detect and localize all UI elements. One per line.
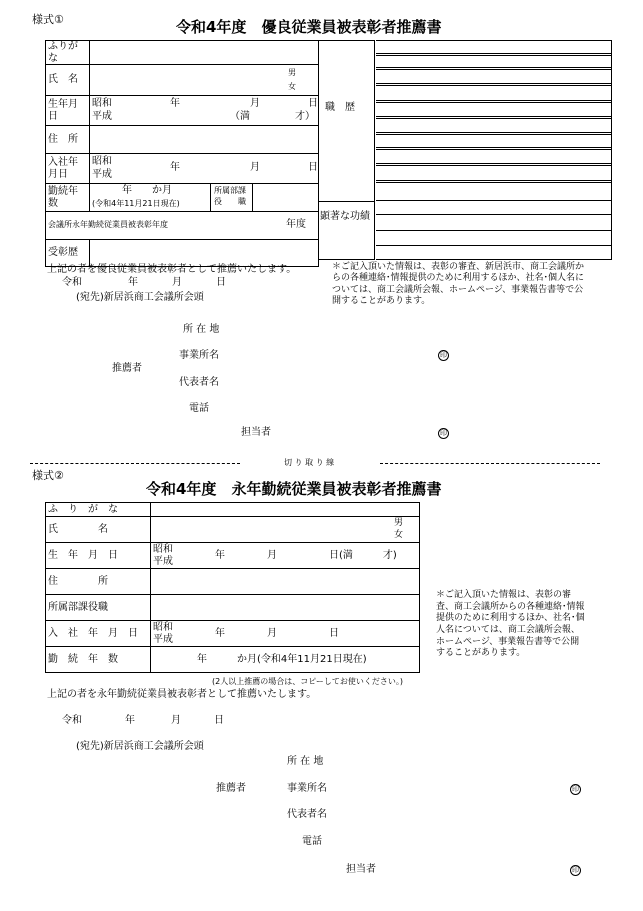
form2-table xyxy=(45,502,420,673)
female-label: 女 xyxy=(288,82,296,91)
service-field[interactable] xyxy=(151,647,420,673)
month-unit: 月 xyxy=(250,98,260,109)
achievements-label: 顕著な功績 xyxy=(320,211,370,222)
birth-label: 生年月日 xyxy=(46,96,90,126)
form1-field-location: 所 在 地 xyxy=(183,324,220,335)
form1-field-contact: 担当者 xyxy=(241,427,271,438)
era-showa: 昭和 xyxy=(92,156,112,167)
role-label: 役 職 xyxy=(214,197,246,206)
hire-field[interactable] xyxy=(151,621,420,647)
award-year-label: 会議所永年勤続従業員被表彰年度 xyxy=(48,220,168,229)
form2-date-era: 令和 xyxy=(62,715,82,726)
day-unit: 日 xyxy=(329,628,339,639)
form2-recommend-text: 上記の者を永年勤続従業員被表彰者として推薦いたします。 xyxy=(47,689,317,700)
cut-line-right xyxy=(380,463,600,464)
female-label: 女 xyxy=(393,530,403,540)
service-ym: 年 か月 xyxy=(122,185,172,196)
award-year-unit: 年度 xyxy=(286,219,306,230)
service-field[interactable] xyxy=(90,184,319,212)
era-showa: 昭和 xyxy=(153,544,173,555)
name-field[interactable] xyxy=(151,517,420,543)
awards-field[interactable] xyxy=(90,240,319,267)
name-label: 氏 名 xyxy=(46,517,151,543)
birth-label: 生 年 月 日 xyxy=(46,543,151,569)
service-label: 勤 続 年 数 xyxy=(46,647,151,673)
era-heisei: 平成 xyxy=(92,169,112,180)
year-unit: 年 xyxy=(170,98,180,109)
address-label: 住 所 xyxy=(46,126,90,154)
name-label: 氏 名 xyxy=(46,65,90,96)
form2-date-day: 日 xyxy=(214,715,224,726)
address-field[interactable] xyxy=(90,126,319,154)
furigana-label: ふ り が な xyxy=(46,503,151,517)
age-text: 日(満 才) xyxy=(329,550,397,561)
hire-label: 入社年月日 xyxy=(46,154,90,184)
dept-role-field[interactable] xyxy=(151,595,420,621)
form1-recommender-label: 推薦者 xyxy=(112,363,142,374)
form2-date-month: 月 xyxy=(171,715,181,726)
day-unit: 日 xyxy=(308,162,318,173)
career-label: 職 歴 xyxy=(325,102,355,113)
service-asof: (令和4年11月21日現在) xyxy=(92,199,180,208)
form1-table xyxy=(45,40,319,267)
year-unit: 年 xyxy=(170,162,180,173)
cut-line-label: 切 り 取 り 線 xyxy=(284,458,335,467)
seal-icon: 印 xyxy=(572,785,579,793)
month-unit: 月 xyxy=(267,550,277,561)
era-showa: 昭和 xyxy=(153,622,173,633)
form1-addressee: (宛先)新居浜商工会議所会頭 xyxy=(76,292,204,303)
form2-field-company: 事業所名 xyxy=(287,783,327,794)
form1-date-year: 年 xyxy=(128,277,138,288)
dept-role-label: 所属部課役職 xyxy=(46,595,151,621)
form2-field-phone: 電話 xyxy=(302,836,322,847)
form2-addressee: (宛先)新居浜商工会議所会頭 xyxy=(76,741,204,752)
era-showa: 昭和 xyxy=(92,98,112,109)
address-field[interactable] xyxy=(151,569,420,595)
form2-recommender-label: 推薦者 xyxy=(216,783,246,794)
form1-field-company: 事業所名 xyxy=(179,350,219,361)
day-unit: 日 xyxy=(308,98,318,109)
seal-icon: 印 xyxy=(440,351,447,359)
form1-title: 令和4年度 優良従業員被表彰者推薦書 xyxy=(176,18,442,36)
form2-notice: ＊ご記入頂いた情報は、表彰の審査、商工会議所からの各種連絡･情報提供のために利用するほか、社名･個人名については、商工会議所会報、ホームページ、事業報告書等で公開することがあります。 xyxy=(436,590,585,659)
service-label: 勤続年数 xyxy=(46,184,90,212)
furigana-field[interactable] xyxy=(90,41,319,65)
name-field[interactable] xyxy=(90,65,319,96)
era-heisei: 平成 xyxy=(153,556,173,567)
year-unit: 年 xyxy=(215,628,225,639)
form1-field-phone: 電話 xyxy=(189,403,209,414)
age-open: （満 xyxy=(230,111,250,122)
form2-style-label: 様式② xyxy=(32,469,64,482)
form2-title: 令和4年度 永年勤続従業員被表彰者推薦書 xyxy=(146,480,442,498)
form2-field-location: 所 在 地 xyxy=(287,756,324,767)
hire-field[interactable] xyxy=(90,154,319,184)
form1-date-era: 令和 xyxy=(62,277,82,288)
form1-date-day: 日 xyxy=(216,277,226,288)
era-heisei: 平成 xyxy=(92,111,112,122)
male-label: 男 xyxy=(393,518,403,528)
awards-label: 受彰歴 xyxy=(46,240,90,267)
dept-label: 所属部課 xyxy=(214,186,246,195)
seal-icon: 印 xyxy=(440,429,447,437)
age-close: 才） xyxy=(295,111,315,122)
birth-field[interactable] xyxy=(151,543,420,569)
form1-field-representative: 代表者名 xyxy=(179,377,219,388)
male-label: 男 xyxy=(288,68,296,77)
form1-notice: ＊ご記入頂いた情報は、表彰の審査、新居浜市、商工会議所からの各種連絡･情報提供のために利用するほか、社名･個人名については、商工会議所会報、ホームページ、事業報告書等で公開することがあります。 xyxy=(332,262,585,306)
furigana-label: ふりがな xyxy=(46,41,90,65)
form2-field-contact: 担当者 xyxy=(346,864,376,875)
form1-style-label: 様式① xyxy=(32,13,64,26)
year-unit: 年 xyxy=(215,550,225,561)
form2-date-year: 年 xyxy=(125,715,135,726)
form1-date-month: 月 xyxy=(172,277,182,288)
cut-line-left xyxy=(30,463,240,464)
form1-recommend-text: 上記の者を優良従業員被表彰者として推薦いたします。 xyxy=(47,264,297,275)
month-unit: 月 xyxy=(267,628,277,639)
service-value: 年 か月(令和4年11月21日現在) xyxy=(197,654,367,665)
hire-label: 入 社 年 月 日 xyxy=(46,621,151,647)
month-unit: 月 xyxy=(250,162,260,173)
era-heisei: 平成 xyxy=(153,634,173,645)
right-label-column xyxy=(318,40,375,260)
award-year-row[interactable] xyxy=(46,212,319,240)
address-label: 住 所 xyxy=(46,569,151,595)
form2-copy-note: (2人以上推薦の場合は、コピーしてお使いください。) xyxy=(212,677,404,686)
birth-field[interactable] xyxy=(90,96,319,126)
seal-icon: 印 xyxy=(572,866,579,874)
furigana-field[interactable] xyxy=(151,503,420,517)
form2-field-representative: 代表者名 xyxy=(287,809,327,820)
